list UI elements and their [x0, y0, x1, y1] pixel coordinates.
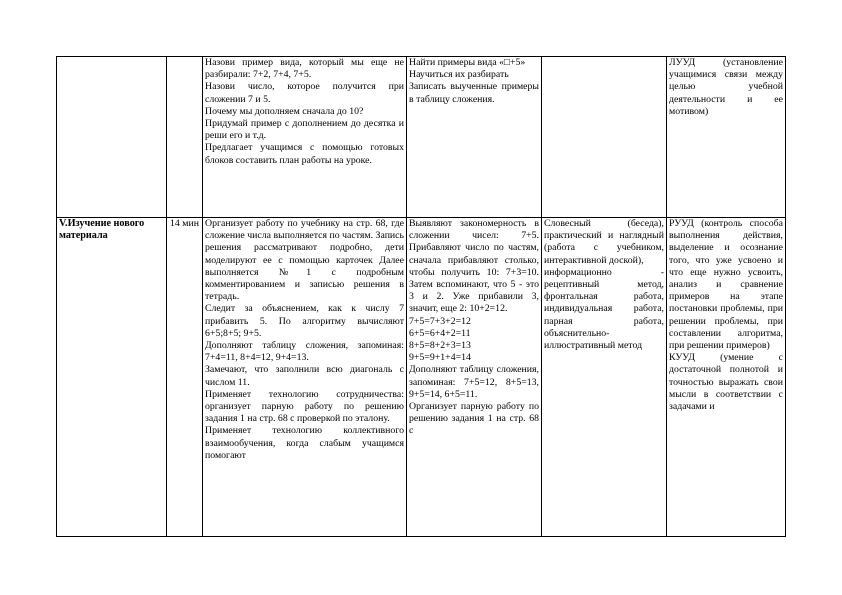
paragraph: Применяет технологию коллективного взаимообучения, когда слабым учащимся помогают	[205, 425, 404, 461]
teacher-activity-list	[205, 218, 404, 536]
time-cell	[167, 218, 203, 537]
table-row	[57, 57, 786, 218]
time-cell	[167, 57, 203, 218]
paragraph: Дополняют таблицу сложения, запоминая: 7+4=11, 8+4=12, 9+4=13.	[205, 340, 404, 364]
paragraph: Назови число, которое получится при сложении 7 и 5.	[205, 81, 404, 105]
teacher-activity-list	[205, 57, 404, 217]
stage-cell	[57, 218, 167, 537]
paragraph: Найти примеры вида «□+5»	[409, 57, 526, 68]
paragraph: РУУД (контроль способа выполнения действия, выделение и осознание того, что уже усвоено и что еще нужно усвоить, анализ и сравнение примеров на этапе постановки проблемы, при решении проблемы, при составлении алгоритма, при решении примеров)	[669, 218, 783, 352]
paragraph: ЛУУД (установление учащимися связи между целью учебной деятельности и ее мотивом)	[669, 57, 783, 117]
paragraph: Предлагает учащимся с помощью готовых блоков составить план работы на уроке.	[205, 142, 404, 166]
paragraph: Замечают, что заполнили всю диагональ с числом 11.	[205, 364, 404, 388]
stage-title: V.Изучение нового материала	[59, 218, 145, 242]
uud-list	[669, 218, 783, 536]
stage-cell	[57, 57, 167, 218]
paragraph: Словесный (беседа), практический и наглядный (работа с учебником, интерактивной доской),	[544, 218, 664, 266]
methods-list	[544, 57, 664, 217]
paragraph: 7+5=7+3+2=12	[409, 315, 471, 327]
paragraph: Дополняют таблицу сложения, запоминая: 7+5=12, 8+5=13, 9+5=14, 6+5=11.	[409, 364, 539, 400]
student-activity-list	[409, 218, 539, 536]
paragraph: информационно - рецептивный метод, фронтальная работа, индивидуальная работа, парная работа, объяснительно-иллюстративный метод	[544, 266, 664, 352]
paragraph: Организует парную работу по решению задания 1 на стр. 68 с	[409, 401, 539, 437]
paragraph: 6+5=6+4+2=11	[409, 327, 471, 339]
paragraph: КУУД (умение с достаточной полнотой и точностью выражать свои мысли в соответствии с задачами и	[669, 352, 783, 413]
paragraph: Следит за объяснением, как к числу 7 прибавить 5. По алгоритму вычисляют 6+5;8+5; 9+5.	[205, 303, 404, 339]
table-row	[57, 218, 786, 537]
teacher-activity-cell	[203, 57, 407, 218]
paragraph: Почему мы дополняем сначала до 10?	[205, 105, 364, 117]
student-activity-cell	[407, 218, 542, 537]
paragraph: Применяет технологию сотрудничества: организует парную работу по решению задания 1 на стр. 68 с проверкой по эталону.	[205, 388, 404, 425]
uud-cell	[667, 57, 786, 218]
paragraph: Научиться их разбирать	[409, 69, 509, 81]
paragraph: Назови пример вида, который мы еще не разбирали: 7+2, 7+4, 7+5.	[205, 57, 404, 81]
document-page	[56, 56, 785, 538]
uud-list	[669, 57, 783, 217]
paragraph: Записать выученные примеры в таблицу сложения.	[409, 81, 539, 105]
methods-cell	[542, 57, 667, 218]
lesson-plan-table	[56, 56, 786, 537]
stage-duration: 14 мин	[170, 218, 199, 229]
uud-cell	[667, 218, 786, 537]
methods-cell	[542, 218, 667, 537]
student-activity-list	[409, 57, 539, 217]
paragraph: Выявляют закономерность в сложении чисел: 7+5. Прибавляют число по частям, сначала прибавляют столько, чтобы получить 10: 7+3=10. Затем вспоминают, что 5 - это 3 и 2. Уже прибавили 3, значит, еще 2: 10+2=12.	[409, 218, 539, 315]
teacher-activity-cell	[203, 218, 407, 537]
methods-list	[544, 218, 664, 536]
paragraph: Организует работу по учебнику на стр. 68, где сложение числа выполняется по частям. Запись решения рассматривают подробно, дети моделируют ее с помощью карточек Далее выполняется №1 с подробным комментированием и записью решения в тетрадь.	[205, 218, 404, 303]
paragraph: 9+5=9+1+4=14	[409, 352, 471, 364]
paragraph: 8+5=8+2+3=13	[409, 340, 471, 352]
student-activity-cell	[407, 57, 542, 218]
paragraph: Придумай пример с дополнением до десятка и реши его и т.д.	[205, 118, 404, 142]
